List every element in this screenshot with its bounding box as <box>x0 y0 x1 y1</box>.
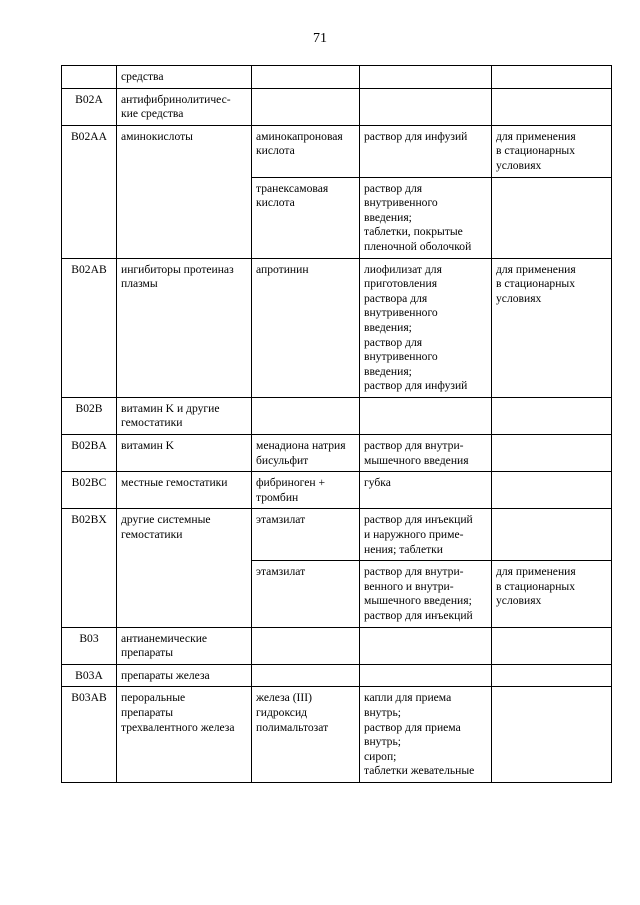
usage-note <box>492 397 612 434</box>
dosage-form <box>360 664 492 687</box>
dosage-form: раствор для внутривенного введения; таблетки, покрытые пленочной оболочкой <box>360 177 492 258</box>
usage-note: для применения в стационарных условиях <box>492 125 612 177</box>
substance-name <box>252 397 360 434</box>
substance-name <box>252 664 360 687</box>
table-row <box>62 66 612 89</box>
substance-name: этамзилат <box>252 509 360 561</box>
dosage-form: капли для приема внутрь; раствор для приема внутрь; сироп; таблетки жевательные <box>360 687 492 783</box>
atc-code: B02BC <box>62 472 117 509</box>
usage-note <box>492 509 612 561</box>
substance-name: транексамовая кислота <box>252 177 360 258</box>
group-name: витамин K <box>117 435 252 472</box>
atc-code: B02AB <box>62 258 117 397</box>
dosage-form: раствор для внутри- венного и внутри- мышечного введения; раствор для инъекций <box>360 561 492 627</box>
group-name: средства <box>117 66 252 89</box>
usage-note <box>492 472 612 509</box>
substance-name: этамзилат <box>252 561 360 627</box>
dosage-form: губка <box>360 472 492 509</box>
atc-code: B03A <box>62 664 117 687</box>
dosage-form: лиофилизат для приготовления раствора для внутривенного введения; раствор для внутривенного введения; раствор для инфузий <box>360 258 492 397</box>
group-name: препараты железа <box>117 664 252 687</box>
usage-note <box>492 435 612 472</box>
table-row <box>62 627 612 664</box>
table-row <box>62 397 612 434</box>
atc-code: B02BX <box>62 509 117 627</box>
atc-code: B03 <box>62 627 117 664</box>
group-name: антифибринолитичес- кие средства <box>117 88 252 125</box>
page-number: 71 <box>313 31 327 46</box>
dosage-form <box>360 66 492 89</box>
table-row <box>62 435 612 472</box>
group-name: антианемические препараты <box>117 627 252 664</box>
atc-code: B02B <box>62 397 117 434</box>
usage-note <box>492 687 612 783</box>
usage-note <box>492 664 612 687</box>
table-row <box>62 258 612 397</box>
drug-table <box>61 65 612 783</box>
group-name: другие системные гемостатики <box>117 509 252 627</box>
group-name: ингибиторы протеиназ плазмы <box>117 258 252 397</box>
usage-note <box>492 627 612 664</box>
substance-name: апротинин <box>252 258 360 397</box>
substance-name: фибриноген + тромбин <box>252 472 360 509</box>
dosage-form: раствор для инфузий <box>360 125 492 177</box>
substance-name <box>252 88 360 125</box>
substance-name <box>252 66 360 89</box>
atc-code: B02A <box>62 88 117 125</box>
group-name: аминокислоты <box>117 125 252 258</box>
table-row <box>62 472 612 509</box>
table-row <box>62 509 612 561</box>
atc-code: B03AB <box>62 687 117 783</box>
atc-code: B02AA <box>62 125 117 258</box>
table-row <box>62 687 612 783</box>
usage-note <box>492 66 612 89</box>
atc-code: B02BA <box>62 435 117 472</box>
dosage-form <box>360 627 492 664</box>
usage-note: для применения в стационарных условиях <box>492 258 612 397</box>
substance-name: менадиона натрия бисульфит <box>252 435 360 472</box>
substance-name: аминокапроновая кислота <box>252 125 360 177</box>
substance-name: железа (III) гидроксид полимальтозат <box>252 687 360 783</box>
dosage-form: раствор для инъекций и наружного приме- нения; таблетки <box>360 509 492 561</box>
dosage-form <box>360 88 492 125</box>
group-name: местные гемостатики <box>117 472 252 509</box>
dosage-form: раствор для внутри- мышечного введения <box>360 435 492 472</box>
atc-code <box>62 66 117 89</box>
group-name: пероральные препараты трехвалентного железа <box>117 687 252 783</box>
table-row <box>62 664 612 687</box>
table-row <box>62 125 612 177</box>
table-row <box>62 88 612 125</box>
group-name: витамин K и другие гемостатики <box>117 397 252 434</box>
dosage-form <box>360 397 492 434</box>
usage-note: для применения в стационарных условиях <box>492 561 612 627</box>
substance-name <box>252 627 360 664</box>
usage-note <box>492 177 612 258</box>
usage-note <box>492 88 612 125</box>
